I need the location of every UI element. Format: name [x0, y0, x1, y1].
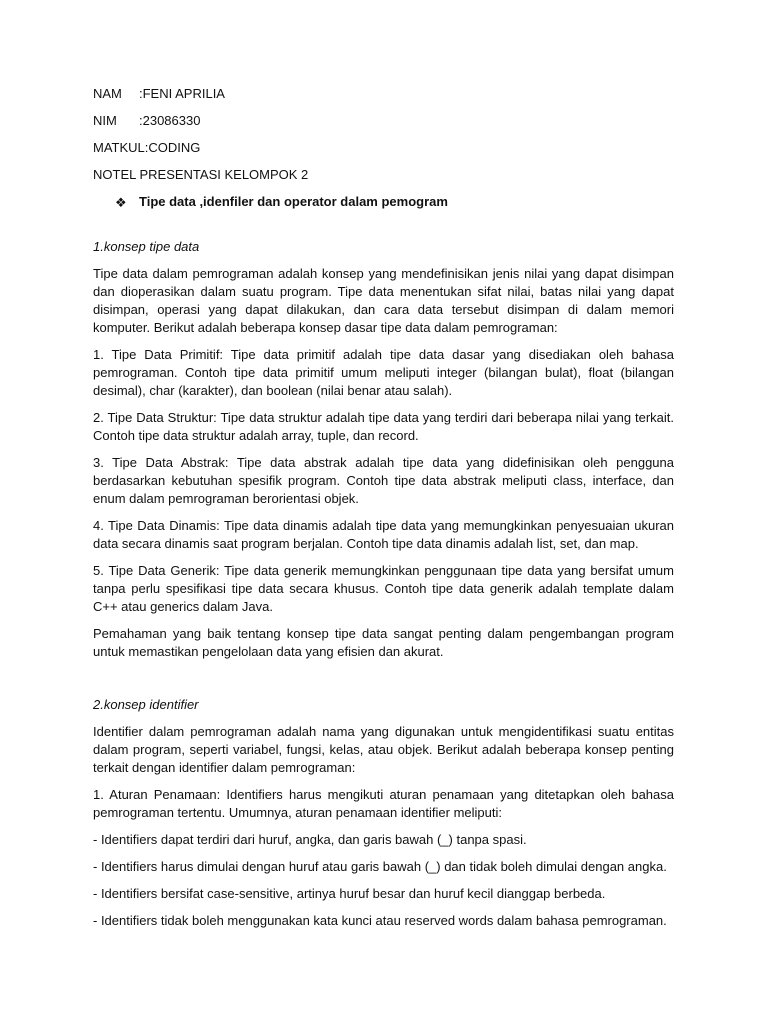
nim-label: NIM [93, 113, 117, 128]
type-item: 1. Tipe Data Primitif: Tipe data primitif adalah tipe data dasar yang disediakan oleh bahasa pemrograman. Contoh tipe data primitif umum meliputi integer (bilangan bulat), float (bilangan desimal), char (karakter), dan boolean (nilai benar atau salah). [93, 347, 674, 398]
naming-rule-item: - Identifiers harus dimulai dengan huruf atau garis bawah (_) dan tidak boleh dimulai dengan angka. [93, 859, 667, 874]
name-row [93, 86, 674, 104]
naming-rule-intro: 1. Aturan Penamaan: Identifiers harus mengikuti aturan penamaan yang ditetapkan oleh bahasa pemrograman tertentu. Umumnya, aturan penamaan identifier meliputi: [93, 787, 674, 820]
notel-text: NOTEL PRESENTASI KELOMPOK 2 [93, 167, 309, 182]
name-value: :FENI APRILIA [139, 86, 225, 101]
section-1-closing: Pemahaman yang baik tentang konsep tipe data sangat penting dalam pengembangan program untuk memastikan pengelolaan data yang efisien dan akurat. [93, 626, 674, 659]
naming-rule-item: - Identifiers dapat terdiri dari huruf, angka, dan garis bawah (_) tanpa spasi. [93, 832, 527, 847]
section-spacer [93, 670, 674, 696]
matkul-row [93, 140, 674, 158]
notel-row [93, 167, 674, 185]
naming-rule-item: - Identifiers bersifat case-sensitive, artinya huruf besar dan huruf kecil dianggap berbeda. [93, 886, 606, 901]
nim-row [93, 113, 674, 131]
name-label: NAM [93, 86, 122, 101]
diamond-bullet-icon: ❖ [115, 195, 127, 210]
nim-value: :23086330 [139, 113, 201, 128]
section-2-title: 2.konsep identifier [93, 697, 199, 712]
type-item: 5. Tipe Data Generik: Tipe data generik memungkinkan penggunaan tipe data yang bersifat umum tanpa perlu spesifikasi tipe data secara khusus. Contoh tipe data generik adalah template dalam C++ atau generics dalam Java. [93, 563, 674, 614]
type-item: 2. Tipe Data Struktur: Tipe data struktur adalah tipe data yang terdiri dari beberapa nilai yang terkait. Contoh tipe data struktur adalah array, tuple, dan record. [93, 410, 674, 443]
document-body [93, 86, 674, 939]
matkul-text: MATKUL:CODING [93, 140, 201, 155]
section-1-title: 1.konsep tipe data [93, 239, 200, 254]
section-1-intro: Tipe data dalam pemrograman adalah konsep yang mendefinisikan jenis nilai yang dapat disimpan dan dioperasikan dalam suatu program. Tipe data menentukan sifat nilai, batas nilai yang dapat disimpan, operasi yang dapat dilakukan, dan cara data tersebut disimpan di dalam memori komputer. Berikut adalah beberapa konsep dasar tipe data dalam pemrograman: [93, 266, 674, 335]
type-item: 4. Tipe Data Dinamis: Tipe data dinamis adalah tipe data yang memungkinkan penyesuaian ukuran data secara dinamis saat program berjalan. Contoh tipe data dinamis adalah list, set, dan map. [93, 518, 674, 551]
topic-bullet [93, 194, 674, 212]
section-2-intro: Identifier dalam pemrograman adalah nama yang digunakan untuk mengidentifikasi suatu entitas dalam program, seperti variabel, fungsi, kelas, atau objek. Berikut adalah beberapa konsep penting terkait dengan identifier dalam pemrograman: [93, 724, 674, 775]
naming-rule-item: - Identifiers tidak boleh menggunakan kata kunci atau reserved words dalam bahasa pemrograman. [93, 913, 667, 928]
topic-heading: Tipe data ,idenfiler dan operator dalam pemogram [139, 194, 448, 209]
type-item: 3. Tipe Data Abstrak: Tipe data abstrak adalah tipe data yang didefinisikan oleh pengguna berdasarkan kebutuhan spesifik program. Contoh tipe data abstrak meliputi class, interface, dan enum dalam pemrograman berorientasi objek. [93, 455, 674, 506]
